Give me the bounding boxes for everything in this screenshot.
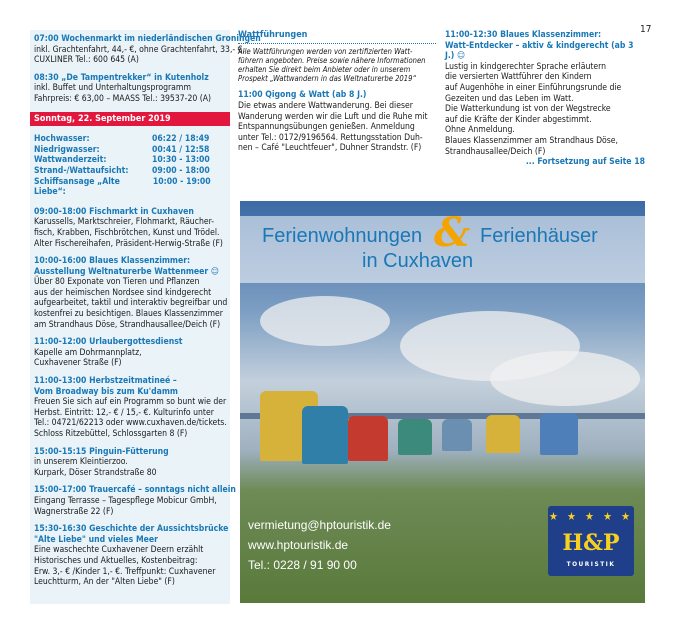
tide-value: 00:41 / 12:58 <box>152 144 210 155</box>
event-text-line: Ohne Anmeldung. <box>445 125 515 136</box>
tide-row <box>34 145 226 156</box>
event-title: 15:00-15:15 Pinguin-Fütterung <box>34 446 169 457</box>
tide-row <box>34 155 226 166</box>
event-text-line: Kurpark, Döser Strandstraße 80 <box>34 467 157 478</box>
tide-value: 06:22 / 18:49 <box>152 134 210 145</box>
tide-value: 09:00 - 18:00 <box>152 165 210 176</box>
event-text-line: am Strandhaus Döse, Strandhausallee/Deich (F) <box>34 319 221 330</box>
beach-chair <box>442 419 472 451</box>
event-title: Ausstellung Weltnaturerbe Wattenmeer ☺ <box>34 266 219 277</box>
date-heading: Sonntag, 22. September 2019 <box>30 112 230 127</box>
cloud-shape <box>490 351 640 406</box>
event-text-line: Über 80 Exponate von Tieren und Pflanzen <box>34 277 200 288</box>
event-text-line: Lustig in kindgerechter Sprache erläutern <box>445 61 607 72</box>
logo-text: H&P <box>562 530 620 556</box>
event-block <box>34 485 236 517</box>
event-title: 08:30 „De Tampentrekker“ in Kutenholz <box>34 72 209 83</box>
event-title: 15:00-17:00 Trauercafé – sonntags nicht allein <box>34 485 236 496</box>
events-column-3 <box>445 30 645 168</box>
event-block <box>34 337 226 369</box>
event-text-line: aus der heimischen Nordsee sind kindgerecht <box>34 287 212 298</box>
hp-touristik-logo <box>548 506 634 576</box>
tide-label: Wattwanderzeit: <box>34 155 107 166</box>
headline-location: in Cuxhaven <box>362 250 474 272</box>
event-text-line: nen – Café "Leuchtfeuer", Duhner Strandstr. (F) <box>238 143 422 154</box>
section-intro <box>238 47 436 84</box>
event-text-line: Erw. 3,- € /Kinder 1,- €. Treffpunkt: Cuxhavener <box>34 566 216 577</box>
event-text-line: Kapelle am Dohrmannplatz, <box>34 347 142 358</box>
event-text-line: Die Watterkundung ist von der Wegstrecke <box>445 104 611 115</box>
event-text-line: CUXLINER Tel.: 600 645 (A) <box>34 55 139 66</box>
tide-row <box>34 166 226 177</box>
event-text-line: die versierten Wattführer den Kindern <box>445 72 592 83</box>
event-text <box>238 101 436 154</box>
tide-label: Niedrigwasser: <box>34 144 100 155</box>
event-text-line: Wanderung werden wir die Luft und die Ruhe mit <box>238 111 428 122</box>
events-column-1 <box>30 30 261 604</box>
event-title: 11:00 Qigong & Watt (ab 8 J.) <box>238 90 367 101</box>
event-text-line: auf die Kräfte der Kinder abgestimmt. <box>445 114 592 125</box>
page-number: 17 <box>640 24 652 35</box>
top-events <box>34 34 261 105</box>
event-text-line: Die etwas andere Wattwanderung. Bei dieser <box>238 101 413 111</box>
event-block <box>34 524 229 588</box>
contact-info <box>248 515 391 575</box>
continued-note: ... Fortsetzung auf Seite 18 <box>525 157 645 168</box>
headline-ampersand: & <box>434 209 471 256</box>
tide-table <box>34 134 226 198</box>
beach-chair <box>302 406 348 464</box>
event-title-line: 11:00-12:30 Blaues Klassenzimmer: <box>445 30 602 40</box>
event-text-line: Entspannungsübungen genießen. Anmeldung <box>238 122 415 133</box>
intro-line: erhalten Sie direkt beim Anbieter oder in unserem <box>238 65 411 74</box>
event-text-line: Freuen Sie sich auf ein Programm so bunt wie der <box>34 397 227 408</box>
event-text-line: Strandhausallee/Deich (F) <box>445 146 546 157</box>
tide-value: 10:00 - 19:00 <box>152 176 211 187</box>
intro-line: Alle Wattführungen werden von zertifizierten Watt- <box>238 46 413 56</box>
event-title: Vom Broadway bis zum Ku'damm <box>34 386 178 397</box>
event-text-line: Eingang Terrasse – Tagespflege Mobicur GmbH, <box>34 495 217 506</box>
event-text-line: aufgearbeitet, taktil und interaktiv begreifbar und <box>34 298 228 309</box>
event-text-line: Herbst. Eintritt: 12,- € / 15,- €. Kulturinfo unter <box>34 407 214 418</box>
section-title: Wattführungen <box>238 30 436 44</box>
event-text-line: in unserem Kleintierzoo. <box>34 457 128 468</box>
beach-chair <box>348 416 388 461</box>
event-text-line: Schloss Ritzebüttel, Schlossgarten 8 (F) <box>34 429 188 439</box>
event-text-line: Historisches und Aktuelles, Kostenbeitrag: <box>34 555 198 566</box>
event-block <box>34 376 226 440</box>
event-title: "Alte Liebe" und vieles Meer <box>34 534 158 545</box>
event-text-line: Gezeiten und das Leben im Watt. <box>445 93 574 104</box>
event-title: 11:00-12:00 Urlaubergottesdienst <box>34 337 183 348</box>
event-text-line: auf Augenhöhe in einer Einführungsrunde die <box>445 82 622 93</box>
event-block <box>34 73 226 105</box>
headline-apartments: Ferienwohnungen <box>262 225 423 247</box>
event-block <box>34 447 226 479</box>
logo-subtext: TOURISTIK <box>566 560 616 568</box>
tide-row <box>34 134 226 145</box>
website-link[interactable]: www.hptouristik.de <box>248 538 349 552</box>
event-title-line: Watt-Entdecker – aktiv & kindgerecht (ab 3 J.) ☺ <box>445 40 634 62</box>
phone-number: Tel.: 0228 / 91 90 00 <box>248 558 357 572</box>
beach-chair <box>398 419 432 455</box>
event-text-line: Wagnerstraße 22 (F) <box>34 506 114 517</box>
events-column-2 <box>238 30 436 154</box>
event-text-line: Blaues Klassenzimmer am Strandhaus Döse, <box>445 135 618 146</box>
intro-line: Prospekt „Wattwandern in das Weltnaturerbe 2019“ <box>238 74 416 84</box>
event-block <box>34 207 226 249</box>
logo-stars: ★ ★ ★ ★ ★ <box>549 510 633 523</box>
email-link[interactable]: vermietung@hptouristik.de <box>248 518 391 532</box>
tide-label: Strand-/Wattaufsicht: <box>34 165 129 176</box>
intro-line: führern angeboten. Preise sowie nähere Informationen <box>238 55 426 65</box>
advertisement <box>240 201 645 603</box>
tide-label: Schiffsansage „Alte Liebe“: <box>34 176 120 198</box>
tide-row <box>34 177 226 198</box>
event-text-line: Fahrpreis: € 63,00 – MAASS Tel.: 39537-20 (A) <box>34 93 212 104</box>
event-title: 15:30-16:30 Geschichte der Aussichtsbrücke <box>34 524 229 535</box>
tide-value: 10:30 - 13:00 <box>152 155 210 166</box>
event-title: 09:00-18:00 Fischmarkt in Cuxhaven <box>34 206 194 217</box>
event-text-line: Alter Fischereihafen, Präsident-Herwig-Straße (F) <box>34 238 223 249</box>
event-list <box>34 206 236 588</box>
event-text-line: Cuxhavener Straße (F) <box>34 358 122 369</box>
tide-label: Hochwasser: <box>34 134 90 145</box>
event-text-line: Karussells, Marktschreier, Flohmarkt, Räucher- <box>34 217 215 228</box>
event-title: 07:00 Wochenmarkt im niederländischen Groningen <box>34 34 261 44</box>
event-title <box>445 30 645 62</box>
event-text-line: Leuchtturm, An der "Alten Liebe" (F) <box>34 577 175 588</box>
event-text-line: Eine waschechte Cuxhavener Deern erzählt <box>34 545 204 556</box>
event-title: 10:00-16:00 Blaues Klassenzimmer: <box>34 256 191 267</box>
headline-houses: Ferienhäuser <box>480 225 598 247</box>
event-text-line: kostenfrei zu besichtigen. Blaues Klassenzimmer <box>34 309 223 320</box>
event-block <box>34 256 226 330</box>
event-block <box>34 34 261 66</box>
cloud-shape <box>260 296 390 346</box>
event-text-line: inkl. Buffet und Unterhaltungsprogramm <box>34 83 191 94</box>
event-text <box>445 62 645 157</box>
event-text-line: unter Tel.: 0172/9196564. Rettungsstation Duh- <box>238 132 423 143</box>
beach-chair <box>540 413 578 455</box>
event-text-line: Tel.: 04721/62213 oder www.cuxhaven.de/tickets. <box>34 418 227 429</box>
event-text-line: inkl. Grachtenfahrt, 44,- €, ohne Grachtenfahrt, 33,- €, <box>34 44 246 55</box>
event-title: 11:00-13:00 Herbstzeitmatineé – <box>34 376 177 387</box>
event-text-line: fisch, Krabben, Fischbrötchen, Kunst und Trödel. <box>34 227 220 238</box>
beach-chair <box>486 415 520 453</box>
